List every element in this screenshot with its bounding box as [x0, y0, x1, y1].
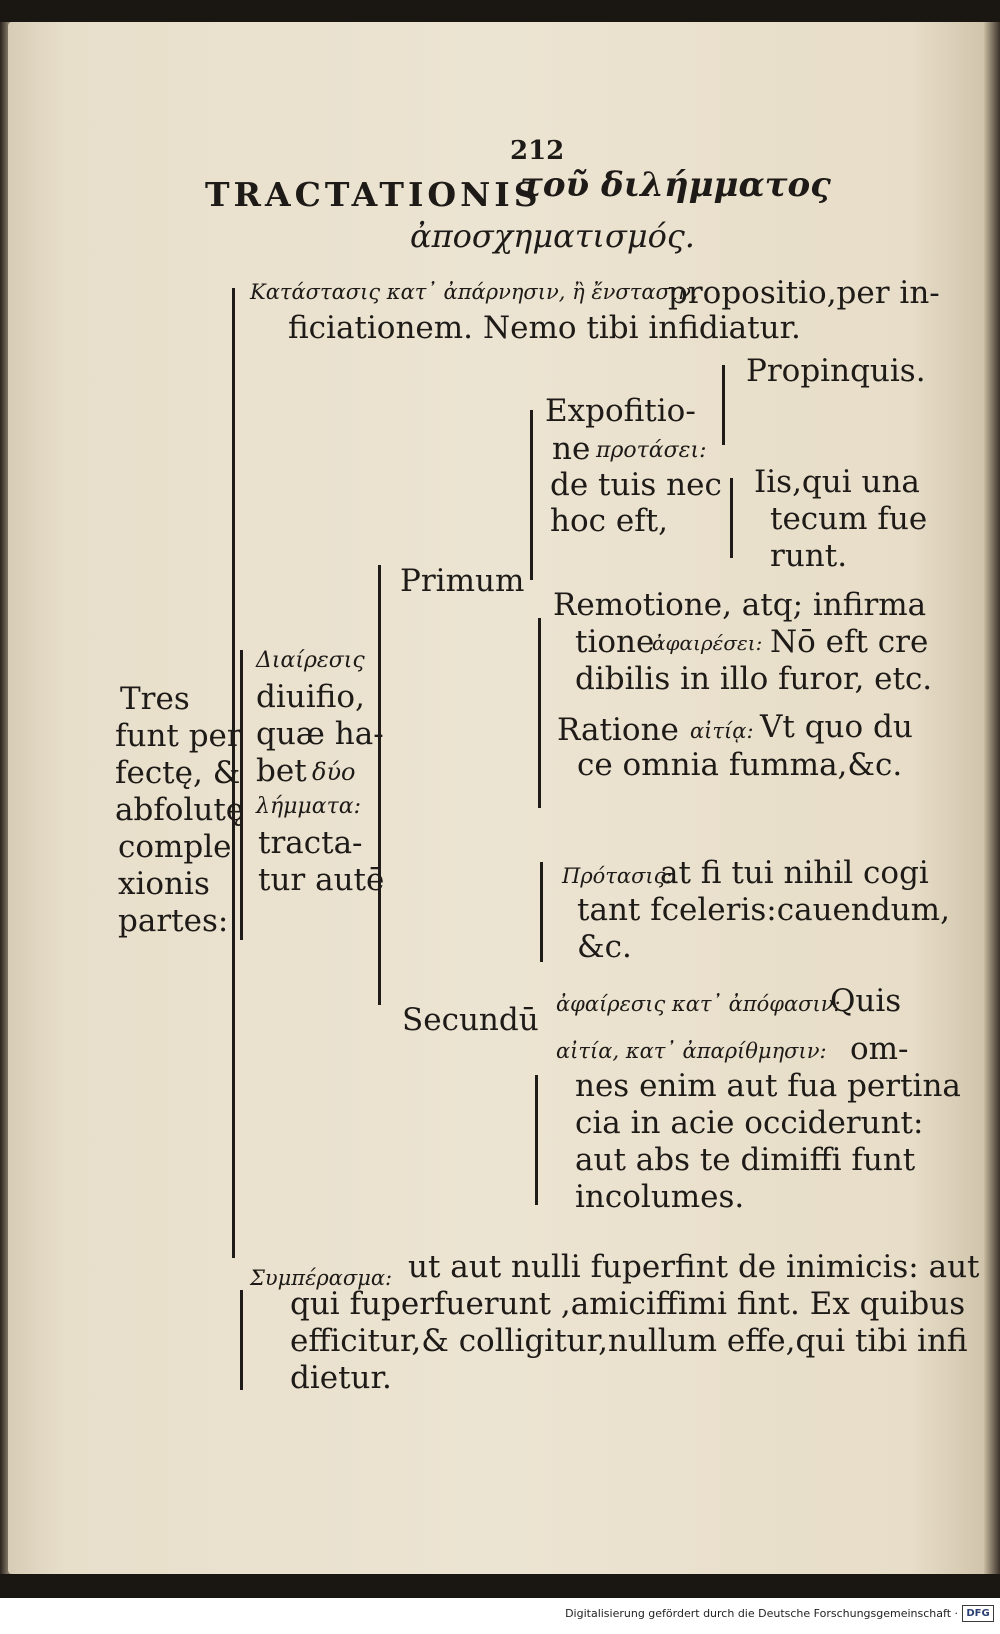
primum-label: Primum — [400, 563, 525, 599]
diairesis-line-4: tracta- — [258, 825, 363, 861]
left-line-7: partes: — [118, 903, 229, 939]
symperasma-bracket-line — [240, 1290, 243, 1390]
diairesis-line-2: quæ ha- — [256, 716, 384, 752]
aitia-bracket-line — [535, 1075, 538, 1205]
page-number: 212 — [510, 136, 565, 166]
ratione-aitia: αἰτίᾳ: — [690, 719, 754, 743]
aphairesis-text: Quis — [830, 983, 902, 1019]
diairesis-term: Διαίρεσις — [256, 648, 365, 673]
primum-secundum-bracket-line — [378, 565, 381, 1005]
left-line-3: fectę, & — [115, 755, 241, 791]
expositio-line-2: ne — [552, 431, 591, 467]
primum-bracket-line — [530, 410, 533, 580]
remotione-line-3: Nō eft cre — [770, 624, 929, 660]
symperasma-line-2: qui fuperfuerunt ,amiciffimi fint. Ex quibus — [290, 1286, 966, 1322]
remotione-line-1: Remotione, atq; infirma — [553, 587, 927, 623]
diairesis-line-3: bet — [256, 753, 307, 789]
expositio-line-4: hoc eft, — [550, 503, 668, 539]
left-line-5: comple — [118, 829, 232, 865]
aitia-line-3: cia in acie occiderunt: — [575, 1105, 924, 1141]
symperasma-line-3: efficitur,& colligitur,nullum effe,qui tibi infi — [290, 1323, 968, 1359]
katastasis-example: Nemo tibi infidiatur. — [483, 310, 801, 346]
iis-bracket-line — [730, 478, 733, 558]
ratione-line-2: Vt quo du — [760, 709, 913, 745]
footer-credit: Digitalisierung gefördert durch die Deutsche Forschungsgemeinschaft · — [565, 1607, 958, 1620]
symperasma-line-4: dietur. — [290, 1360, 392, 1396]
left-line-6: xionis — [118, 866, 210, 902]
katastasis-line1: propositio,per in- — [668, 275, 940, 311]
protasis-line-2: tant fceleris:cauendum, — [577, 892, 950, 928]
expositio-line-3: de tuis nec — [550, 467, 722, 503]
protasis-bracket-line — [540, 862, 543, 962]
remotione-line-2: tione — [575, 624, 655, 660]
secundum-label: Secundū — [402, 1002, 539, 1038]
expositio-protasei: προτάσει: — [596, 438, 707, 463]
left-line-1: Tres — [120, 681, 190, 717]
protasis-term: Πρότασις: — [562, 864, 673, 888]
dfg-logo: DFG — [962, 1605, 994, 1622]
page-title-greek-2: ἀποσχηματισμός. — [410, 217, 695, 255]
diairesis-greek-lemmata: λήμματα: — [256, 794, 362, 819]
iis-line-3: runt. — [770, 538, 848, 574]
aitia-term: αἰτία, κατ᾽ ἀπαρίθμησιν: — [556, 1039, 827, 1063]
propinquis: Propinquis. — [746, 353, 926, 389]
footer-bar — [0, 1598, 1000, 1634]
protasis-line-1: at fi tui nihil cogi — [660, 855, 929, 891]
left-line-2: funt per — [115, 718, 242, 754]
symperasma-term: Συμπέρασμα: — [250, 1266, 393, 1290]
diairesis-line-1: diuifio, — [256, 679, 365, 715]
symperasma-line-1: ut aut nulli fuperfint de inimicis: aut — [408, 1249, 980, 1285]
propinquis-bracket-line — [722, 365, 725, 445]
iis-line-2: tecum fue — [770, 501, 928, 537]
aitia-line-2: nes enim aut fua pertina — [575, 1068, 961, 1104]
katastasis-line2: ficiationem. — [288, 310, 474, 346]
left-line-4: abfolutę — [115, 792, 245, 828]
page-title-greek-1: τοῦ διλήμματος — [520, 165, 831, 205]
katastasis-term: Κατάστασις κατ᾽ ἀπάρνησιν, ἢ ἔνστασιν, — [250, 280, 698, 304]
page-title: TRACTATIONIS — [205, 175, 542, 214]
aitia-line-5: incolumes. — [575, 1179, 745, 1215]
diairesis-line-5: tur autē — [258, 862, 385, 898]
protasis-line-3: &c. — [577, 929, 632, 965]
expositio-line-1: Expofitio- — [545, 393, 696, 429]
ratione-line-3: ce omnia fumma,&c. — [577, 747, 903, 783]
aitia-line-4: aut abs te dimiffi funt — [575, 1142, 916, 1178]
iis-line-1: Iis,qui una — [754, 464, 920, 500]
ratione-line-1: Ratione — [557, 712, 679, 748]
aphairesis-term: ἀφαίρεσις κατ᾽ ἀπόφασιν: — [556, 992, 841, 1016]
diairesis-greek-duo: δύο — [312, 758, 356, 786]
diairesis-bracket-line — [240, 650, 243, 940]
remotione-line-4: dibilis in illo furor, etc. — [575, 661, 933, 697]
page-edge-right — [984, 22, 1000, 1574]
remotione-bracket-line — [538, 618, 541, 808]
remotione-aphairesei: ἀφαιρέσει: — [652, 631, 763, 655]
aitia-line-1: om- — [850, 1031, 909, 1067]
